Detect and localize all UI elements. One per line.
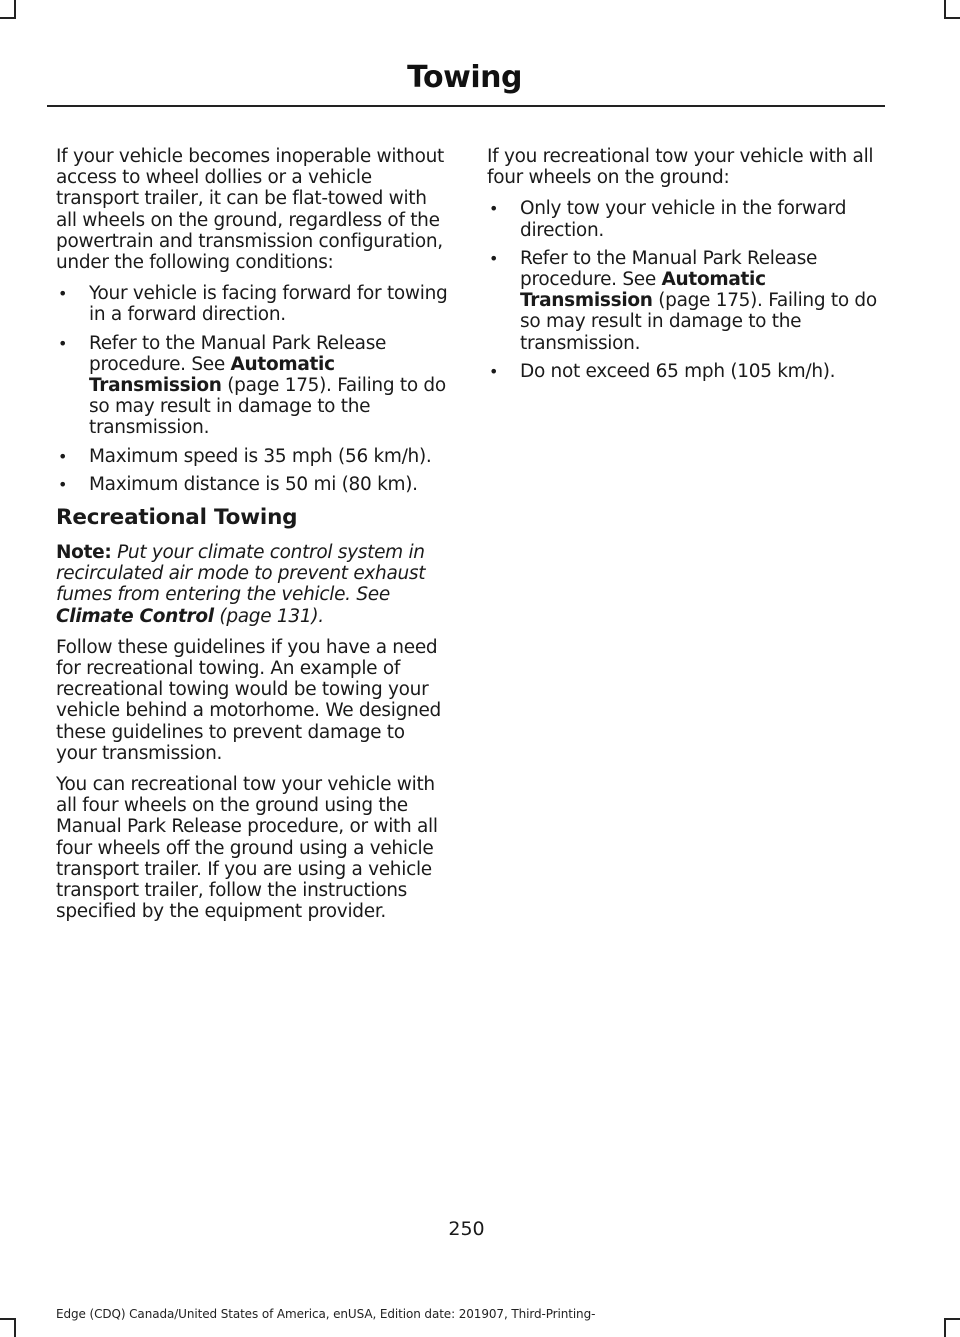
crop-mark-bottom-right — [944, 1318, 946, 1337]
crop-mark-bottom-left — [14, 1318, 16, 1337]
crop-mark-top-right — [944, 0, 946, 18]
conditions-list — [56, 283, 448, 495]
page-title: Towing — [407, 60, 522, 95]
climate-control-link[interactable]: Climate Control — [56, 605, 214, 627]
header-divider — [47, 105, 885, 107]
page-number: 250 — [448, 1218, 485, 1240]
crop-mark-bottom-left — [0, 1318, 16, 1320]
list-item: • Only tow your vehicle in the forward direction. — [487, 198, 879, 240]
intro-paragraph: If your vehicle becomes inoperable without access to wheel dollies or a vehicle transport trailer, it can be flat-towed with all wheels on the ground, regardless of the powertrain and transmission configuration, under the following conditions: — [56, 146, 444, 274]
list-item: • Maximum distance is 50 mi (80 km). — [56, 474, 448, 495]
note-text: (page 131). — [213, 605, 324, 627]
list-item — [56, 333, 448, 439]
list-item: • Do not exceed 65 mph (105 km/h). — [487, 361, 879, 382]
guidelines-paragraph: Follow these guidelines if you have a need for recreational towing. An example of recreational towing would be towing your vehicle behind a motorhome. We designed these guidelines to prevent damage to your transmission. — [56, 636, 441, 764]
list-item — [487, 248, 879, 354]
automatic-transmission-link[interactable]: Automatic Transmission — [89, 353, 335, 397]
list-item: • Your vehicle is facing forward for towing in a forward direction. — [56, 283, 448, 325]
list-item-text: (page 175). Failing to do so may result in damage to the transmission. — [89, 375, 446, 439]
crop-mark-bottom-right — [944, 1318, 960, 1320]
conditions-list — [487, 198, 879, 382]
crop-mark-top-left — [0, 17, 16, 19]
list-item-text: Refer to the Manual Park Release procedure. See — [520, 247, 818, 291]
note-paragraph — [56, 542, 448, 627]
recreational-tow-paragraph: You can recreational tow your vehicle with all four wheels on the ground using the Manual Park Release procedure, or with all four wheels off the ground using a vehicle transport trailer. If you are using a vehicle transport trailer, follow the instructions specified by the equipment provider. — [56, 774, 438, 923]
note-text: Put your climate control system in recirculated air mode to prevent exhaust fumes from entering the vehicle. See — [56, 542, 426, 606]
crop-mark-top-left — [14, 0, 16, 18]
automatic-transmission-link[interactable]: Automatic Transmission — [520, 269, 766, 312]
edition-footer: Edge (CDQ) Canada/United States of America, enUSA, Edition date: 201907, Third-Printing- — [56, 1307, 596, 1321]
section-heading: Recreational Towing — [56, 505, 298, 531]
left-column — [56, 146, 448, 933]
right-column — [487, 146, 879, 392]
crop-mark-top-right — [944, 17, 960, 19]
list-item: • Maximum speed is 35 mph (56 km/h). — [56, 446, 448, 467]
list-item-text: Refer to the Manual Park Release procedure. See — [89, 332, 387, 375]
note-label: Note: — [56, 542, 112, 564]
list-item-text: (page 175). Failing to do so may result in damage to the transmission. — [520, 290, 877, 354]
intro-paragraph: If you recreational tow your vehicle with all four wheels on the ground: — [487, 146, 874, 189]
